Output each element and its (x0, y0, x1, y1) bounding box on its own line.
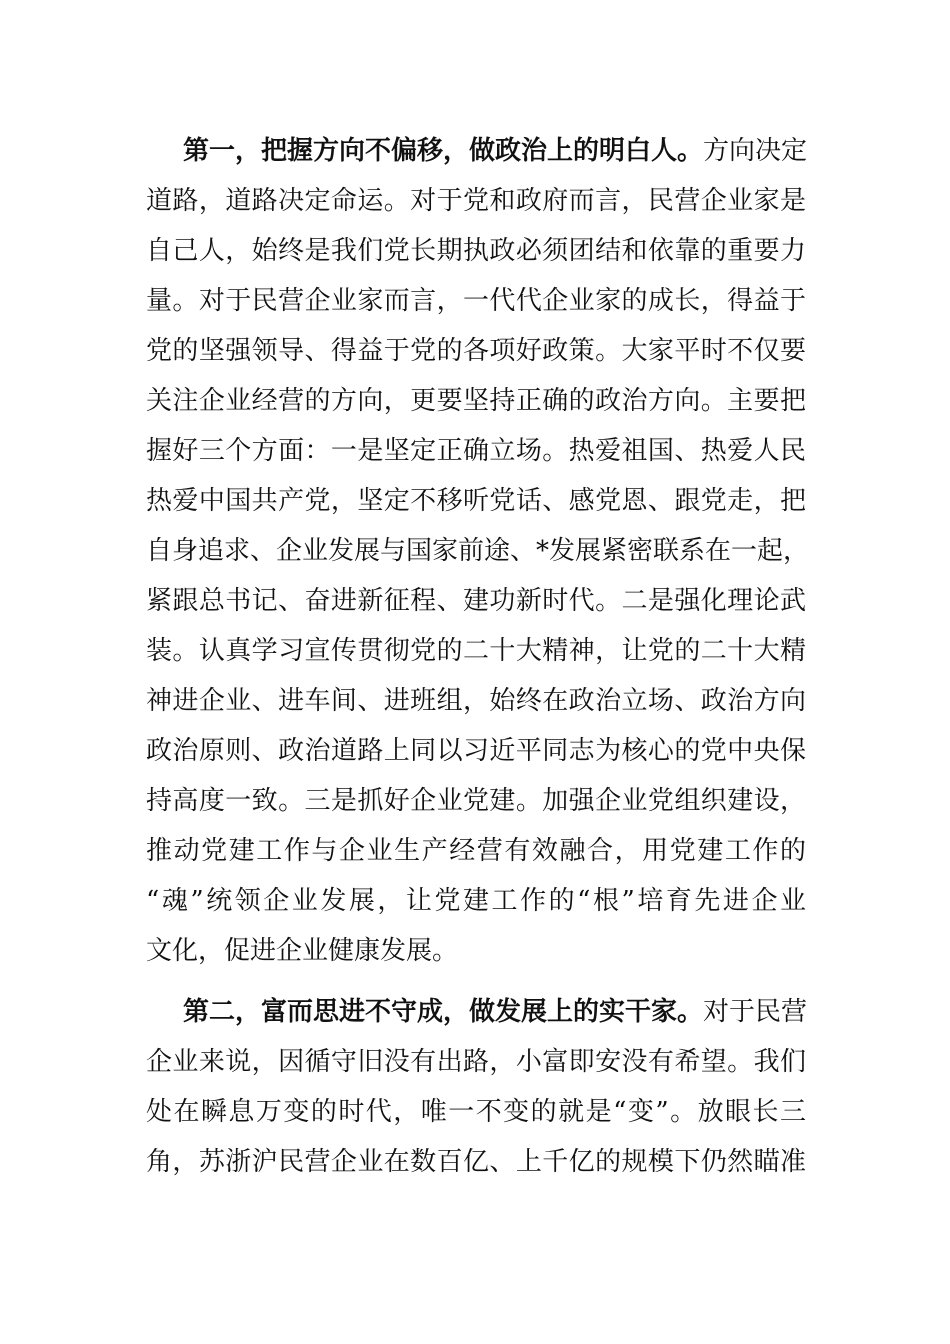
paragraph-1-heading: 第一，把握方向不偏移，做政治上的明白人。 (183, 136, 704, 166)
paragraph-1-line: 持高度一致。三是抓好企业党建。加强企业党组织建设， (146, 786, 806, 816)
paragraph-2-heading: 第二，富而思进不守成，做发展上的实干家。 (183, 997, 704, 1027)
paragraph-1-line: 道路，道路决定命运。对于党和政府而言，民营企业家是 (146, 186, 806, 216)
paragraph-2-line: 角，苏浙沪民营企业在数百亿、上千亿的规模下仍然瞄准 (146, 1147, 806, 1177)
paragraph-1-line: 热爱中国共产党，坚定不移听党话、感党恩、跟党走，把 (146, 486, 806, 516)
paragraph-1-line: “魂”统领企业发展，让党建工作的“根”培育先进企业 (146, 886, 806, 916)
paragraph-1-line: 政治原则、政治道路上同以习近平同志为核心的党中央保 (146, 736, 806, 766)
paragraph-1-line-1 (183, 131, 806, 171)
paragraph-1-first-tail: 方向决定 (703, 136, 808, 166)
paragraph-2-line: 处在瞬息万变的时代，唯一不变的就是“变”。放眼长三 (146, 1097, 806, 1127)
paragraph-1-line: 党的坚强领导、得益于党的各项好政策。大家平时不仅要 (146, 336, 806, 366)
paragraph-2-line: 企业来说，因循守旧没有出路，小富即安没有希望。我们 (146, 1047, 806, 1077)
paragraph-1-line: 装。认真学习宣传贯彻党的二十大精神，让党的二十大精 (146, 636, 806, 666)
paragraph-1-line: 自身追求、企业发展与国家前途、*发展紧密联系在一起， (146, 536, 810, 566)
paragraph-1-line: 关注企业经营的方向，更要坚持正确的政治方向。主要把 (146, 386, 806, 416)
paragraph-1-line: 自己人，始终是我们党长期执政必须团结和依靠的重要力 (146, 236, 806, 266)
paragraph-2-line-1 (183, 992, 806, 1032)
paragraph-1-line: 握好三个方面：一是坚定正确立场。热爱祖国、热爱人民 (146, 436, 806, 466)
paragraph-1-line: 文化，促进企业健康发展。 (146, 936, 459, 966)
paragraph-1-line: 推动党建工作与企业生产经营有效融合，用党建工作的 (146, 836, 806, 866)
paragraph-1-line: 量。对于民营企业家而言，一代代企业家的成长，得益于 (146, 286, 806, 316)
paragraph-2-first-tail: 对于民营 (703, 997, 808, 1027)
paragraph-1-line: 紧跟总书记、奋进新征程、建功新时代。二是强化理论武 (146, 586, 806, 616)
paragraph-1-line: 神进企业、进车间、进班组，始终在政治立场、政治方向 (146, 686, 806, 716)
